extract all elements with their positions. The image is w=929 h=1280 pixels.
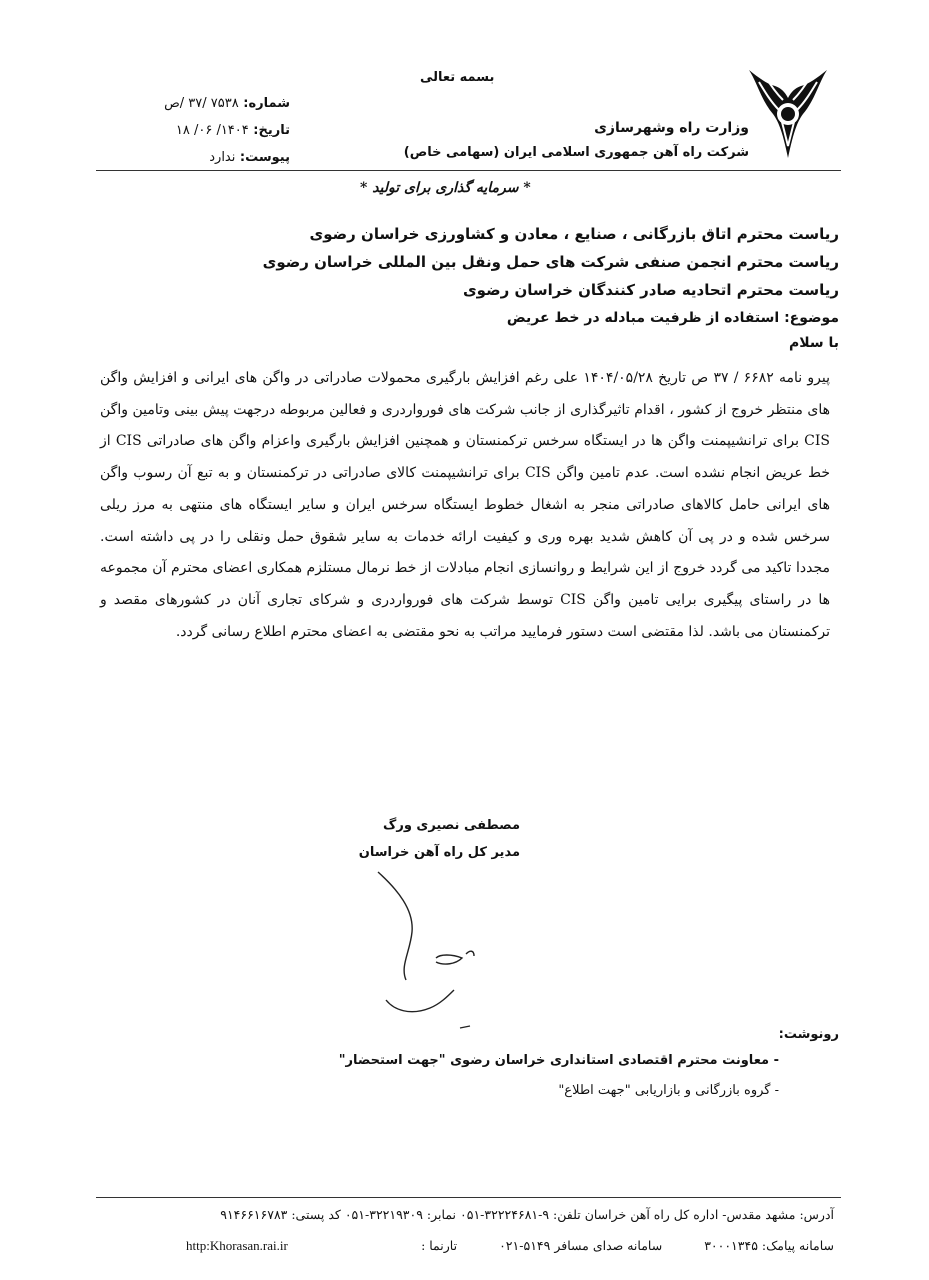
recipient-line: ریاست محترم اتحادیه صادر کنندگان خراسان رضوی xyxy=(462,281,839,299)
signer-title: مدیر کل راه آهن خراسان xyxy=(358,845,520,860)
footer-website-link[interactable]: http:Khorasan.rai.ir xyxy=(186,1238,288,1253)
ministry-name: وزارت راه وشهرسازی xyxy=(594,120,749,136)
bismillah-heading: بسمه تعالی xyxy=(420,70,495,85)
recipient-line: ریاست محترم انجمن صنفی شرکت های حمل ونقل بین المللی خراسان رضوی xyxy=(262,253,839,271)
handwritten-signature xyxy=(370,870,510,1030)
cc-item: - گروه بازرگانی و بازاریابی "جهت اطلاع" xyxy=(558,1083,779,1098)
header-divider xyxy=(96,170,841,171)
signer-name: مصطفی نصیری ورگ xyxy=(383,818,520,833)
company-name: شرکت راه آهن جمهوری اسلامی ایران (سهامی خاص) xyxy=(403,145,749,160)
letter-body: پیرو نامه ۶۶۸۲ / ۳۷ ص تاریخ ۱۴۰۴/۰۵/۲۸ علی رغم افزایش بارگیری محمولات صادراتی در واگن های ایرانی و افزایش واگن های منتظر خروج از کشور ، اقدام تاثیرگذاری از جانب شرکت های فورواردری و فعالین مربوطه درجهت پیش بینی وتامین واگن CIS برای ترانشیپمنت واگن ها در ایستگاه سرخس ترکمنستان و همچنین افزایش بارگیری واعزام واگن های صادراتی CIS از خط عریض انجام نشده است. عدم تامین واگن CIS برای ترانشیپمنت کالای صادراتی در ترکمنستان و به تبع آن رسوب واگن های ایرانی حامل کالاهای صادراتی منجر به اشغال خطوط ایستگاه سرخس ایران و سایر ایستگاه های منتهی به مرز ریلی سرخس شده و در پی آن کاهش شدید بهره وری و کیفیت ارائه خدمات به سایر شقوق حمل ونقلی را در پی داشته است. مجددا تاکید می گردد خروج از این شرایط و روانسازی انجام مبادلات از خط نرمال مستلزم همکاری اعضای محترم آن مجموعه ها در راستای پیگیری برایی تامین واگن CIS توسط شرکت های فورواردری و شرکای تجاری آنان در کشورهای مقصد و ترکمنستان می باشد. لذا مقتضی است دستور فرمایید مراتب به نحو مقتضی به اعضای محترم اطلاع رسانی گردد. xyxy=(100,370,831,640)
letter-attachment-label: پیوست: xyxy=(239,150,290,165)
rai-winged-logo-icon xyxy=(745,62,831,162)
letter-subject: موضوع: استفاده از ظرفیت مبادله در خط عریض xyxy=(506,310,839,326)
footer-sms: سامانه پیامک: ۳۰۰۰۱۳۴۵ xyxy=(704,1238,834,1253)
footer-voice: سامانه صدای مسافر ۵۱۴۹-۰۲۱ xyxy=(499,1238,663,1253)
footer-site-label: تارنما : xyxy=(421,1238,458,1253)
footer-divider xyxy=(96,1197,841,1198)
cc-heading: رونوشت: xyxy=(778,1027,839,1042)
letter-date-value: ۱۴۰۴/ ۰۶/ ۱۸ xyxy=(175,123,249,138)
footer-address: آدرس: مشهد مقدس- اداره کل راه آهن خراسان تلفن: ۹-۳۲۲۲۴۶۸۱-۰۵۱ نمابر: ۳۲۲۱۹۳۰۹-۰۵۱ کد پستی: ۹۱۴۶۶۱۶۷۸۳ xyxy=(220,1207,834,1222)
cc-item: - معاونت محترم اقتصادی استانداری خراسان رضوی "جهت استحضار" xyxy=(338,1053,779,1068)
letter-greeting: با سلام xyxy=(788,335,839,351)
letter-attachment-value: ندارد xyxy=(209,150,236,165)
recipient-line: ریاست محترم اتاق بازرگانی ، صنایع ، معادن و کشاورزی خراسان رضوی xyxy=(309,225,839,243)
letter-number-label: شماره: xyxy=(243,96,290,111)
letter-number-value: ۷۵۳۸ /۳۷ /ص xyxy=(164,96,239,111)
footer-contact xyxy=(421,1238,834,1253)
recipients-block xyxy=(263,220,839,304)
slogan: * سرمایه گذاری برای تولید * xyxy=(360,180,531,196)
letter-date-label: تاریخ: xyxy=(253,123,290,138)
letter-attachment xyxy=(150,150,290,165)
letter-number xyxy=(150,96,290,111)
letter-date xyxy=(150,123,290,138)
